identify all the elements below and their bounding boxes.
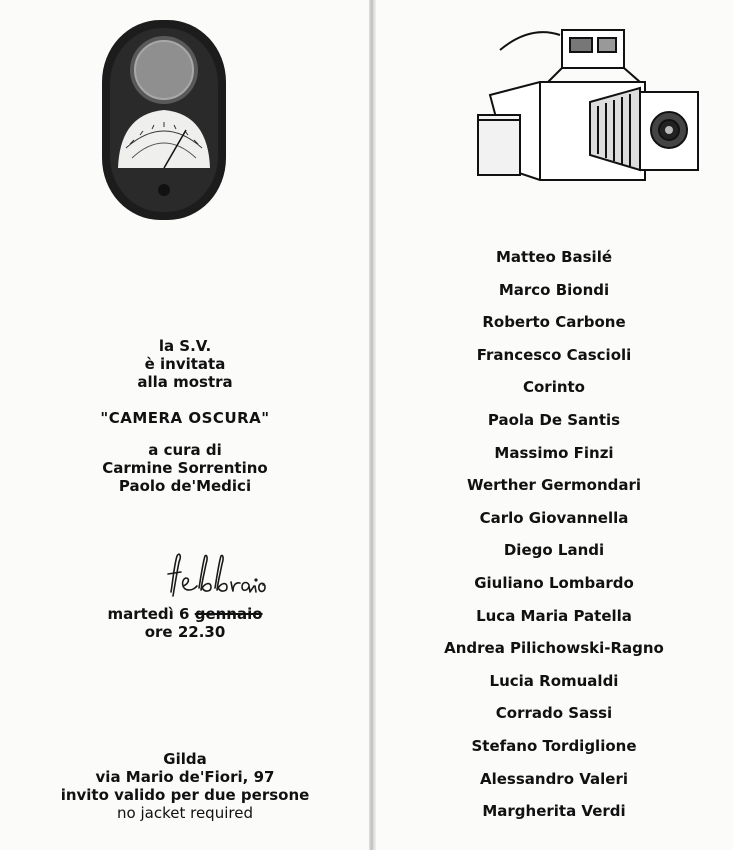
- artist-name: Corrado Sassi: [495, 704, 613, 723]
- venue-block: [0, 750, 370, 822]
- event-date: [0, 605, 370, 623]
- curated-by-label: a cura di: [148, 441, 222, 459]
- invitation-note: invito valido per due persone: [60, 786, 310, 804]
- invitation-line: è invitata: [144, 355, 226, 373]
- curator-name: Carmine Sorrentino: [102, 459, 268, 477]
- artist-name: Werther Germondari: [466, 476, 642, 495]
- invitation-line: la S.V.: [158, 337, 212, 355]
- artist-name: Giuliano Lombardo: [474, 573, 634, 592]
- curators-block: [0, 441, 370, 495]
- artist-name: Paola De Santis: [487, 410, 621, 429]
- venue-name: Gilda: [163, 750, 207, 768]
- invitation-line: alla mostra: [137, 373, 233, 391]
- artist-name: Diego Landi: [503, 541, 605, 560]
- artist-name: Francesco Cascioli: [476, 345, 632, 364]
- venue-address: via Mario de'Fiori, 97: [95, 768, 275, 786]
- artist-name: Matteo Basilé: [495, 248, 613, 266]
- artist-name: Massimo Finzi: [494, 443, 614, 462]
- folding-camera-icon: [470, 20, 705, 190]
- exhibition-title: "CAMERA OSCURA": [100, 409, 270, 427]
- light-meter-icon: [100, 18, 228, 222]
- crossed-out-month: gennaio: [194, 605, 263, 623]
- artist-name: Marco Biondi: [498, 280, 610, 299]
- artist-name: Corinto: [522, 378, 585, 397]
- date-prefix: martedì 6: [107, 605, 190, 623]
- invitation-lines: [0, 337, 370, 391]
- artist-name: Luca Maria Patella: [476, 606, 632, 625]
- artist-name: Margherita Verdi: [482, 802, 626, 821]
- curator-name: Paolo de'Medici: [118, 477, 252, 495]
- artist-name: Roberto Carbone: [482, 313, 626, 332]
- artist-name: Andrea Pilichowski-Ragno: [444, 639, 664, 658]
- dress-code-note: no jacket required: [117, 804, 253, 822]
- artist-name: Lucia Romualdi: [489, 671, 619, 690]
- artist-name: Stefano Tordiglione: [471, 736, 637, 755]
- artist-list: [375, 241, 733, 828]
- event-time: ore 22.30: [144, 623, 226, 641]
- event-datetime: [0, 605, 370, 641]
- artist-name: Alessandro Valeri: [479, 769, 628, 788]
- artist-name: Carlo Giovannella: [479, 508, 629, 527]
- handwritten-month: [165, 552, 267, 608]
